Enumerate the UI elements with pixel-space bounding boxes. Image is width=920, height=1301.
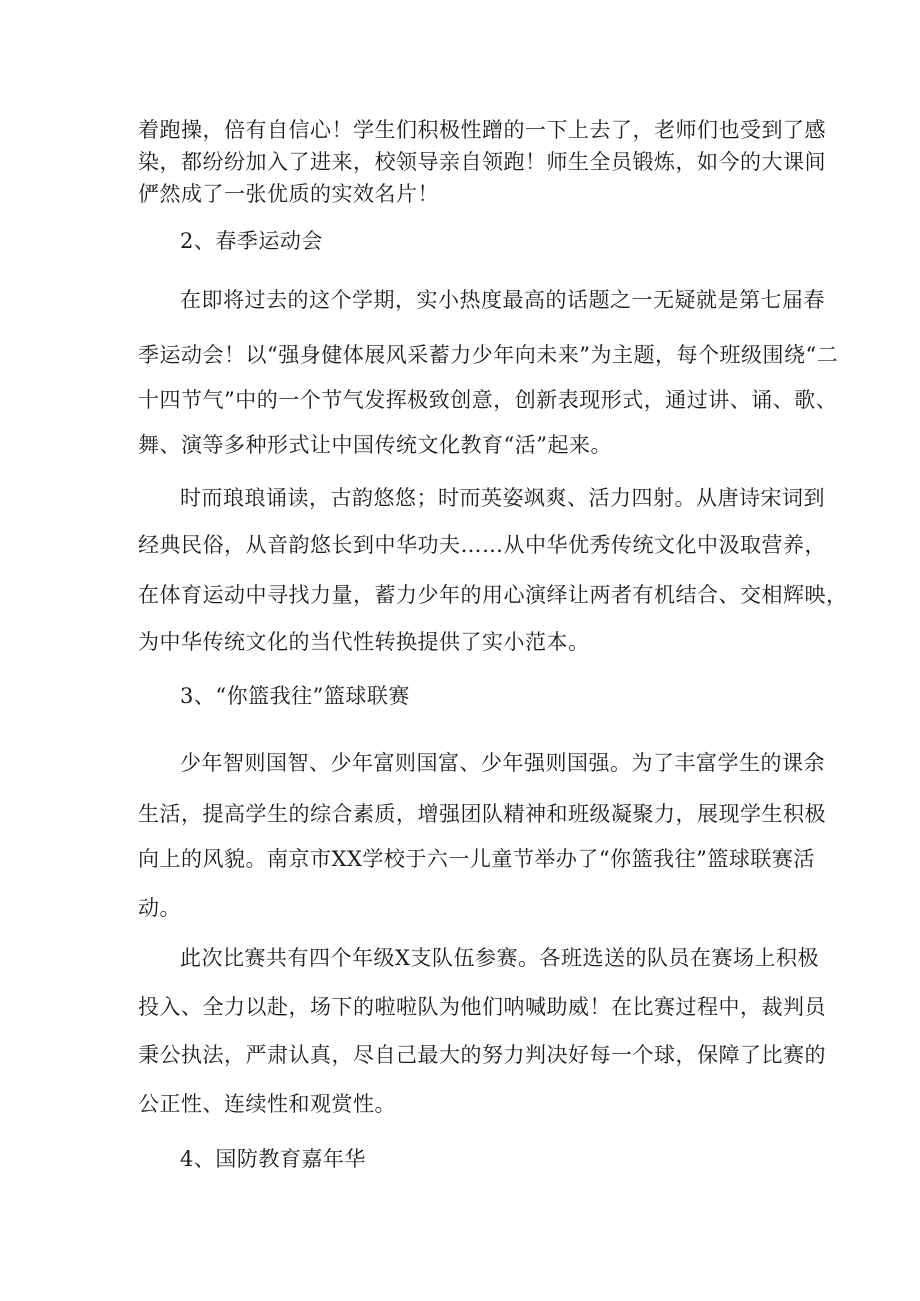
section-3-para-1-line-1: 少年智则国智、少年富则国富、少年强则国强。为了丰富学生的课余 [180,751,825,775]
section-2-para-1-line-4: 舞、演等多种形式让中国传统文化教育“活”起来。 [138,433,612,457]
section-2-para-2-line-4: 为中华传统文化的当代性转换提供了实小范本。 [138,630,590,654]
intro-line-2: 染，都纷纷加入了进来，校领导亲自领跑！师生全员锻炼，如今的大课间 [138,150,826,174]
section-3-para-1-line-4: 动。 [138,896,181,920]
section-3-para-2-line-2: 投入、全力以赴，场下的啦啦队为他们呐喊助威！在比赛过程中，裁判员 [138,995,826,1019]
section-2-para-1-line-2: 季运动会！以“强身健体展风采蓄力少年向未来”为主题，每个班级围绕“二 [138,343,839,367]
section-3-para-1-line-2: 生活，提高学生的综合素质，增强团队精神和班级凝聚力，展现学生积极 [138,802,826,826]
section-3-para-2-line-1: 此次比赛共有四个年级X支队伍参赛。各班选送的队员在赛场上积极 [180,946,819,970]
section-3-heading: 3、“你篮我往”篮球联赛 [180,684,410,708]
intro-line-1: 着跑操，倍有自信心！学生们积极性蹭的一下上去了，老师们也受到了感 [138,118,826,142]
section-4-heading: 4、国防教育嘉年华 [180,1147,366,1171]
section-2-heading: 2、春季运动会 [180,229,323,253]
section-2-para-2-line-2: 经典民俗，从音韵悠长到中华功夫……从中华优秀传统文化中汲取营养， [138,533,826,557]
section-2-para-1-line-3: 十四节气”中的一个节气发挥极致创意，创新表现形式，通过讲、诵、歌、 [138,388,838,412]
section-2-para-1-line-1: 在即将过去的这个学期，实小热度最高的话题之一无疑就是第七届春 [180,288,825,312]
section-2-para-2-line-1: 时而琅琅诵读，古韵悠悠；时而英姿飒爽、活力四射。从唐诗宋词到 [180,486,825,510]
intro-line-3: 俨然成了一张优质的实效名片！ [138,182,439,206]
section-2-para-2-line-3: 在体育运动中寻找力量，蓄力少年的用心演绎让两者有机结合、交相辉映， [138,583,848,607]
section-3-para-2-line-3: 秉公执法，严肃认真，尽自己最大的努力判决好每一个球，保障了比赛的 [138,1043,826,1067]
section-3-para-2-line-4: 公正性、连续性和观赏性。 [138,1092,396,1116]
section-3-para-1-line-3: 向上的风貌。南京市XX学校于六一儿童节举办了“你篮我往”篮球联赛活 [138,847,815,871]
